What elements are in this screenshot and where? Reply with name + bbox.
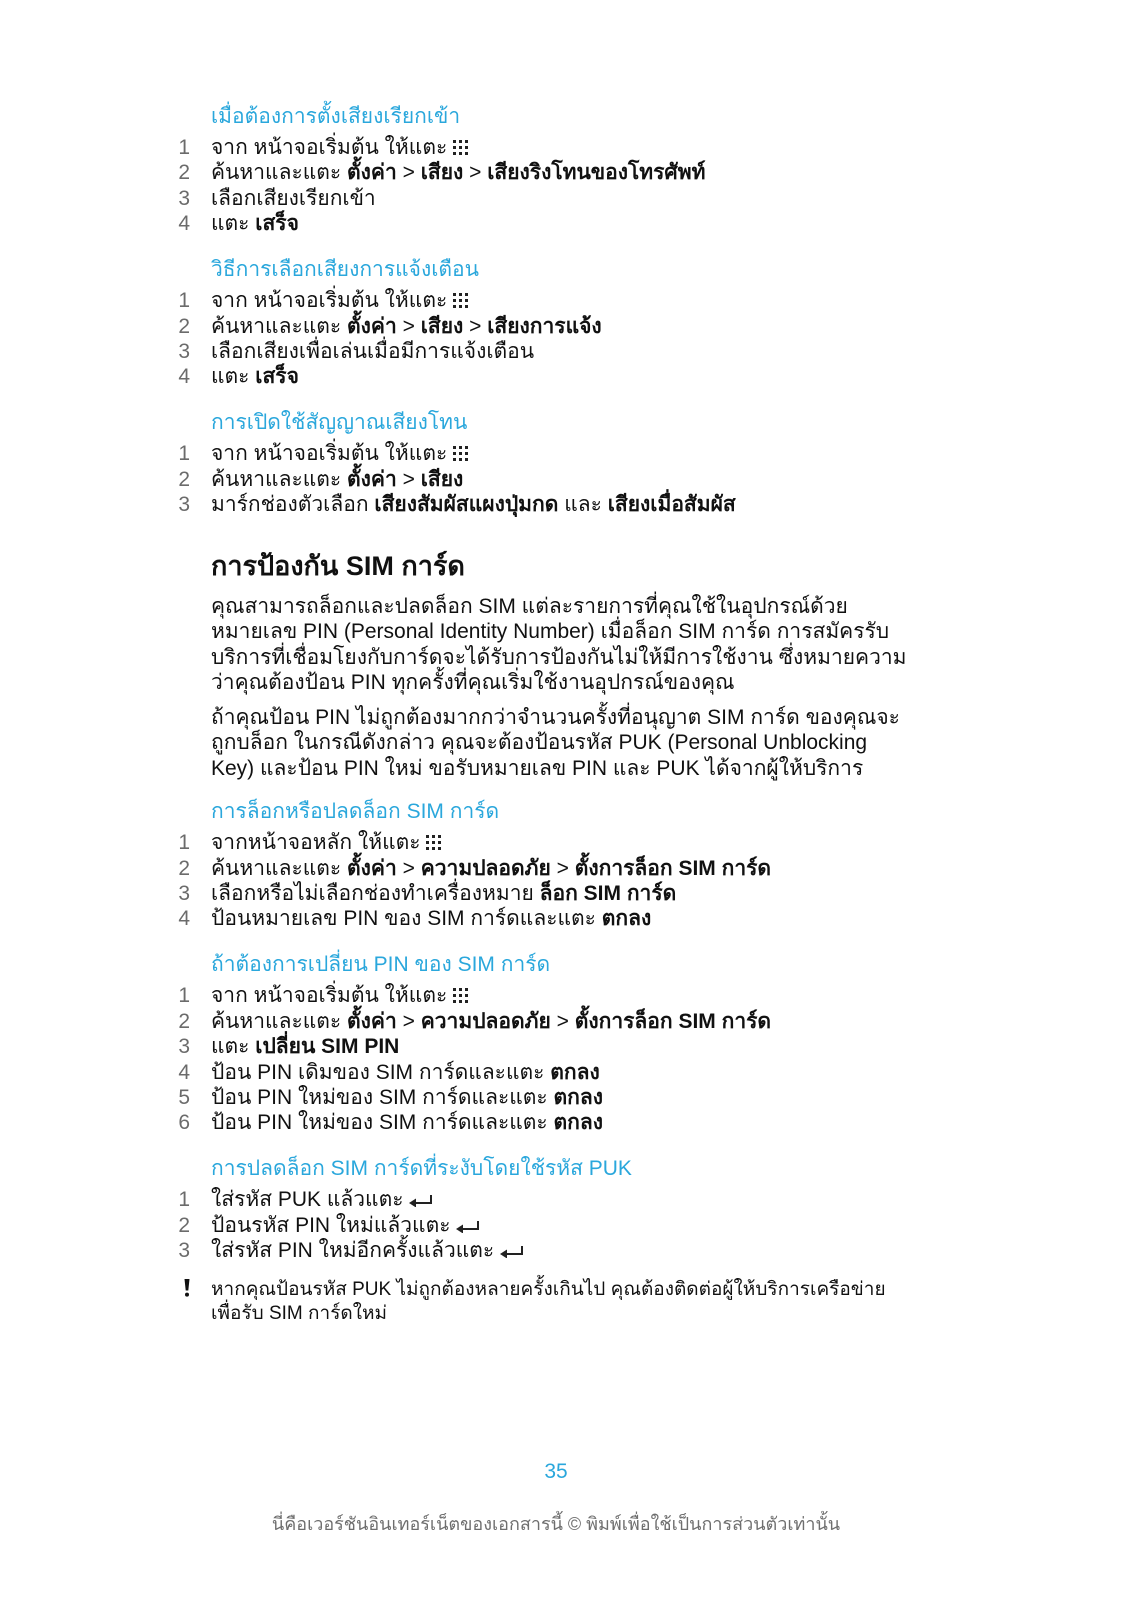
path-separator: > [469,314,482,338]
step-number: 2 [178,1009,190,1033]
section-heading: การปลดล็อก SIM การ์ดที่ระงับโดยใช้รหัส PUK [211,1157,632,1181]
step-item [178,186,1011,211]
paragraph-line: ว่าคุณต้องป้อน PIN ทุกครั้งที่คุณเริ่มใช้งานอุปกรณ์ของคุณ [211,671,735,695]
step-text: จากหน้าจอหลัก ให้แตะ [211,831,421,855]
step-item [178,364,1011,389]
step-number: 2 [178,1213,190,1237]
menu-item-label: เสร็จ [255,212,299,236]
step-item [178,160,1011,185]
step-text: เลือกเสียงเพื่อเล่นเมื่อมีการแจ้งเตือน [211,340,535,364]
step-number: 1 [178,831,190,855]
step-text: แตะ [211,1035,250,1059]
step-text: ป้อนหมายเลข PIN ของ SIM การ์ดและแตะ [211,907,596,931]
step-item [178,1110,1011,1135]
step-item [178,314,1011,339]
menu-item-label: ตั้งการล็อก SIM การ์ด [574,856,772,880]
step-item [178,830,1011,855]
path-separator: > [556,1009,569,1033]
step-item [178,1187,1011,1212]
step-item [178,339,1011,364]
step-item [178,1213,1011,1238]
step-text: แตะ [211,365,250,389]
step-number: 3 [178,1035,190,1059]
step-number: 3 [178,1239,190,1263]
step-item [178,211,1011,236]
menu-item-label: เสียงการแจ้ง [487,314,602,338]
section-sim-lock [178,799,1011,932]
step-number: 1 [178,442,190,466]
apps-grid-icon [453,140,468,155]
step-item [178,1009,1011,1034]
step-item [178,467,1011,492]
step-number: 6 [178,1111,190,1135]
paragraph-line: ถูกบล็อก ในกรณีดังกล่าว คุณจะต้องป้อนรหัส PUK (Personal Unblocking [211,731,868,755]
path-separator: > [469,161,482,185]
button-label: ตกลง [553,1111,604,1135]
page-title: การป้องกัน SIM การ์ด [211,551,465,582]
paragraph-line: หมายเลข PIN (Personal Identity Number) เมื่อล็อก SIM การ์ด การสมัครรับ [211,620,890,644]
step-text: ค้นหาและแตะ [211,467,342,491]
step-item [178,1060,1011,1085]
menu-item-label: ตั้งค่า [347,856,397,880]
warning-note [211,1278,1011,1326]
step-number: 4 [178,1060,190,1084]
option-label: เสียงสัมผัสแผงปุ่มกด [374,493,559,517]
note-text-line: เพื่อรับ SIM การ์ดใหม่ [211,1302,388,1324]
step-text: ป้อน PIN เดิมของ SIM การ์ดและแตะ [211,1060,545,1084]
step-item [178,288,1011,313]
apps-grid-icon [453,446,468,461]
path-separator: > [556,856,569,880]
step-item [178,906,1011,931]
step-item [178,1085,1011,1110]
apps-grid-icon [426,835,441,850]
step-number: 1 [178,136,190,159]
button-label: ตกลง [550,1060,600,1084]
apps-grid-icon [453,293,468,308]
step-text: แตะ [211,212,250,236]
step-text: ค้นหาและแตะ [211,1009,342,1033]
menu-item-label: เสร็จ [255,365,299,389]
menu-item-label: ความปลอดภัย [420,856,551,880]
section-heading: เมื่อต้องการตั้งเสียงเรียกเข้า [211,105,461,128]
step-text: เลือกเสียงเรียกเข้า [211,186,376,210]
step-text: ค้นหาและแตะ [211,856,342,880]
paragraph-line: คุณสามารถล็อกและปลดล็อก SIM แต่ละรายการที่คุณใช้ในอุปกรณ์ด้วย [211,594,848,618]
menu-item-label: ตั้งการล็อก SIM การ์ด [574,1009,772,1033]
path-separator: > [402,467,415,491]
step-number: 3 [178,882,190,906]
menu-item-label: เปลี่ยน SIM PIN [255,1035,400,1059]
step-text: เลือกหรือไม่เลือกช่องทำเครื่องหมาย [211,882,534,906]
step-number: 3 [178,186,190,210]
step-text: ใส่รหัส PIN ใหม่อีกครั้งแล้วแตะ [211,1239,495,1263]
step-number: 1 [178,289,190,313]
step-number: 1 [178,984,190,1008]
paragraph-line: ถ้าคุณป้อน PIN ไม่ถูกต้องมากกว่าจำนวนครั้งที่อนุญาต SIM การ์ด ของคุณจะ [211,705,900,729]
menu-item-label: เสียง [420,161,464,185]
body-paragraph [211,705,1011,782]
step-text: ค้นหาและแตะ [211,161,342,185]
step-number: 3 [178,340,190,364]
enter-key-icon [456,1221,480,1233]
section-notification-sound [178,257,1011,390]
step-number: 5 [178,1086,190,1110]
step-number: 2 [178,161,190,185]
step-item [178,135,1011,160]
path-separator: > [402,161,415,185]
menu-item-label: ตั้งค่า [347,1009,397,1033]
enter-key-icon [500,1246,524,1258]
menu-item-label: ความปลอดภัย [420,1009,551,1033]
menu-item-label: ตั้งค่า [347,467,397,491]
step-number: 4 [178,365,190,389]
section-change-pin [178,952,1011,1135]
menu-item-label: ตั้งค่า [347,314,397,338]
menu-item-label: เสียง [420,314,464,338]
button-label: ตกลง [553,1086,604,1110]
path-separator: > [402,314,415,338]
step-item [178,492,1011,517]
exclamation-icon [183,1279,191,1297]
step-number: 4 [178,212,190,236]
step-text: ป้อน PIN ใหม่ของ SIM การ์ดและแตะ [211,1086,548,1110]
step-item [178,1238,1011,1263]
section-heading: การเปิดใช้สัญญาณเสียงโทน [211,411,468,435]
button-label: ตกลง [601,907,652,931]
step-number: 3 [178,493,190,517]
menu-item-label: เสียงริงโทนของโทรศัพท์ [487,161,706,185]
section-puk-unlock [178,1156,1011,1263]
step-item [178,856,1011,881]
step-number: 4 [178,907,190,931]
section-heading: การล็อกหรือปลดล็อก SIM การ์ด [211,800,500,824]
page-content [178,104,1011,1326]
step-number: 2 [178,856,190,880]
section-heading: วิธีการเลือกเสียงการแจ้งเตือน [211,258,479,282]
step-text: จาก หน้าจอเริ่มต้น ให้แตะ [211,984,448,1008]
note-text-line: หากคุณป้อนรหัส PUK ไม่ถูกต้องหลายครั้งเกินไป คุณต้องติดต่อผู้ให้บริการเครือข่าย [211,1278,886,1300]
step-number: 2 [178,467,190,491]
paragraph-line: บริการที่เชื่อมโยงกับการ์ดจะได้รับการป้องกันไม่ให้มีการใช้งาน ซึ่งหมายความ [211,645,907,669]
step-text: และ [564,493,602,517]
step-text: ใส่รหัส PUK แล้วแตะ [211,1188,404,1212]
step-item [178,881,1011,906]
option-label: เสียงเมื่อสัมผัส [607,493,736,517]
section-ringtone [178,104,1011,237]
step-text: จาก หน้าจอเริ่มต้น ให้แตะ [211,136,448,159]
body-paragraph [211,594,1011,696]
section-heading: ถ้าต้องการเปลี่ยน PIN ของ SIM การ์ด [211,953,551,977]
step-text: มาร์กช่องตัวเลือก [211,493,369,517]
step-text: ป้อนรหัส PIN ใหม่แล้วแตะ [211,1213,451,1237]
page-number: 35 [544,1460,568,1483]
step-number: 1 [178,1188,190,1212]
step-item [178,1034,1011,1059]
step-text: ป้อน PIN ใหม่ของ SIM การ์ดและแตะ [211,1111,548,1135]
page-footer: นี่คือเวอร์ชันอินเทอร์เน็ตของเอกสารนี้ © พิมพ์เพื่อใช้เป็นการส่วนตัวเท่านั้น [271,1514,841,1534]
apps-grid-icon [453,988,468,1003]
option-label: ล็อก SIM การ์ด [539,882,677,906]
menu-item-label: เสียง [420,467,464,491]
step-item [178,441,1011,466]
enter-key-icon [409,1195,433,1207]
paragraph-line: Key) และป้อน PIN ใหม่ ขอรับหมายเลข PIN และ PUK ได้จากผู้ให้บริการ [211,756,864,780]
step-number: 2 [178,314,190,338]
step-text: จาก หน้าจอเริ่มต้น ให้แตะ [211,289,448,313]
section-dial-tones [178,410,1011,517]
menu-item-label: ตั้งค่า [347,161,397,185]
step-text: จาก หน้าจอเริ่มต้น ให้แตะ [211,442,448,466]
step-text: ค้นหาและแตะ [211,314,342,338]
path-separator: > [402,856,415,880]
step-item [178,983,1011,1008]
path-separator: > [402,1009,415,1033]
